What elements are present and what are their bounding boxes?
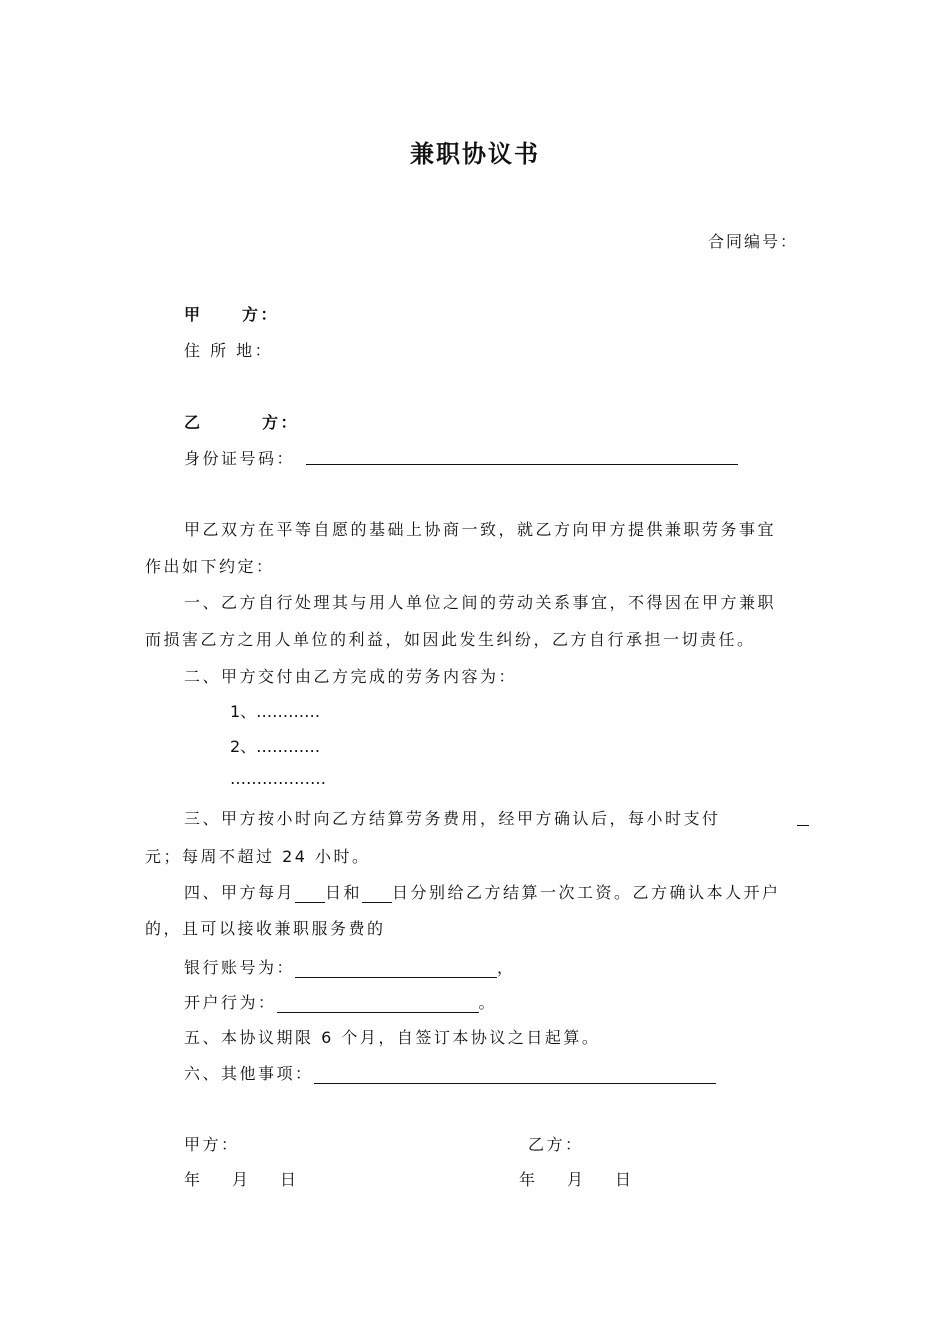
bank-row bbox=[184, 990, 497, 1013]
clause-6-row bbox=[184, 1061, 716, 1084]
party-b-label-1: 乙 bbox=[184, 413, 203, 432]
clause-5: 五、本协议期限 6 个月，自签订本协议之日起算。 bbox=[184, 1028, 601, 1047]
date-b-month: 月 bbox=[567, 1170, 586, 1189]
party-b-label-2: 方： bbox=[262, 413, 300, 432]
party-a-label-2: 方： bbox=[242, 305, 280, 324]
party-a-address-label: 住 所 地： bbox=[184, 341, 274, 360]
date-b-year: 年 bbox=[519, 1170, 538, 1189]
id-number-blank[interactable] bbox=[306, 446, 738, 465]
clause-2-item-1: 1、………… bbox=[230, 702, 321, 721]
date-b-day: 日 bbox=[615, 1170, 634, 1189]
date-a-year: 年 bbox=[184, 1170, 203, 1189]
signature-party-a: 甲方： bbox=[184, 1135, 240, 1154]
clause-4-line-1 bbox=[184, 880, 781, 903]
clause-4-part-3: 日分别给乙方结算一次工资。乙方确认本人开户 bbox=[392, 883, 781, 902]
hourly-rate-blank[interactable] bbox=[797, 807, 809, 826]
clause-4-part-1: 四、甲方每月 bbox=[184, 883, 296, 902]
party-b-id-label: 身份证号码： bbox=[184, 449, 296, 468]
clause-1-line-2: 而损害乙方之用人单位的利益，如因此发生纠纷，乙方自行承担一切责任。 bbox=[145, 630, 756, 649]
party-a-label-1: 甲 bbox=[184, 305, 203, 324]
clause-4-line-2: 的，且可以接收兼职服务费的 bbox=[145, 919, 386, 938]
pay-day-2-blank[interactable] bbox=[362, 884, 392, 903]
date-a-month: 月 bbox=[232, 1170, 251, 1189]
date-a-day: 日 bbox=[280, 1170, 299, 1189]
clause-1-line-1: 一、乙方自行处理其与用人单位之间的劳动关系事宜，不得因在甲方兼职 bbox=[184, 593, 777, 612]
intro-line-1: 甲乙双方在平等自愿的基础上协商一致，就乙方向甲方提供兼职劳务事宜 bbox=[184, 520, 777, 539]
intro-line-2: 作出如下约定： bbox=[145, 557, 275, 576]
document-title: 兼职协议书 bbox=[410, 140, 540, 168]
bank-end: 。 bbox=[478, 993, 498, 1012]
clause-3-line-1: 三、甲方按小时向乙方结算劳务费用，经甲方确认后，每小时支付 bbox=[184, 809, 721, 828]
clause-6-label: 六、其他事项： bbox=[184, 1064, 314, 1083]
bank-blank[interactable] bbox=[277, 994, 479, 1013]
clause-4-part-2: 日和 bbox=[325, 883, 363, 902]
bank-account-end: ， bbox=[497, 958, 516, 977]
other-matters-blank[interactable] bbox=[314, 1065, 716, 1084]
clause-3-line-2: 元；每周不超过 24 小时。 bbox=[145, 847, 371, 866]
bank-account-row bbox=[184, 955, 516, 978]
clause-2-item-ellipsis: ……………… bbox=[230, 769, 326, 788]
pay-day-1-blank[interactable] bbox=[295, 884, 325, 903]
clause-2-item-2: 2、………… bbox=[230, 737, 321, 756]
contract-number-label: 合同编号： bbox=[707, 232, 798, 251]
bank-account-blank[interactable] bbox=[295, 959, 497, 978]
bank-label: 开户行为： bbox=[184, 993, 277, 1012]
clause-2: 二、甲方交付由乙方完成的劳务内容为： bbox=[184, 667, 518, 686]
signature-party-b: 乙方： bbox=[528, 1135, 584, 1154]
bank-account-label: 银行账号为： bbox=[184, 958, 296, 977]
